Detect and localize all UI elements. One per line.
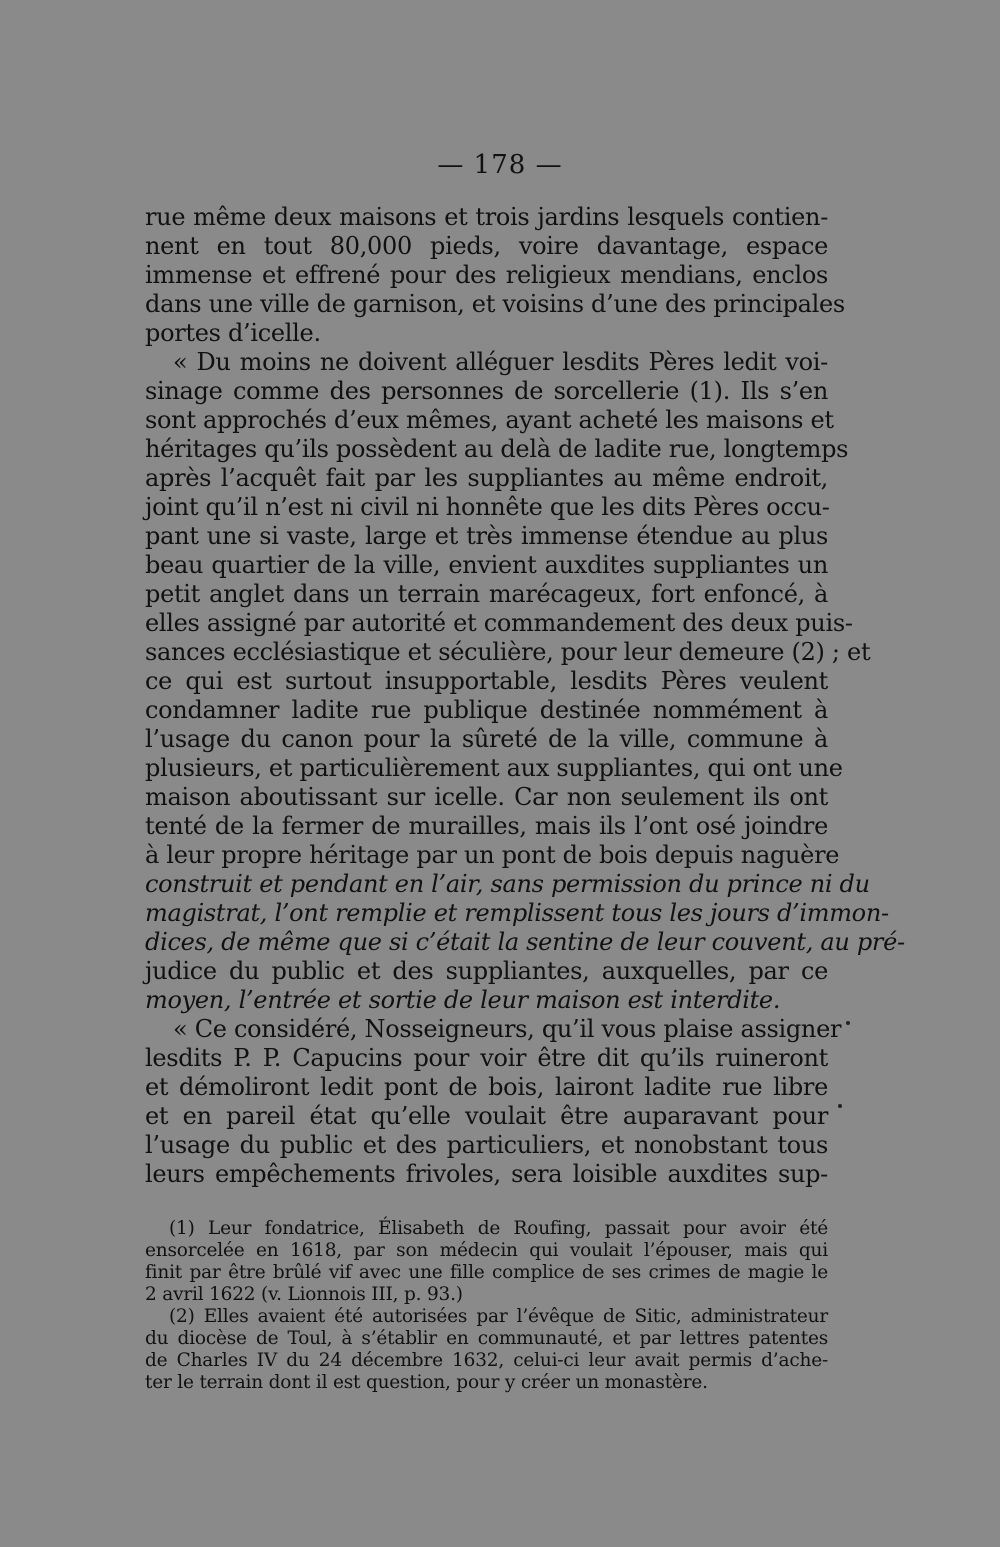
text-line: sances ecclésiastique et séculière, pour leur demeure (2) ; et xyxy=(145,638,871,666)
footnote-line: finit par être brûlé vif avec une fille complice de ses crimes de magie le xyxy=(145,1262,828,1283)
text-line: plusieurs, et particulièrement aux suppliantes, qui ont une xyxy=(145,754,843,782)
text-line: l’usage du public et des particuliers, et nonobstant tous xyxy=(145,1131,828,1159)
text-line: « Du moins ne doivent alléguer lesdits Pères ledit voi- xyxy=(173,348,828,376)
text-line: joint qu’il n’est ni civil ni honnête que les dits Pères occu- xyxy=(145,493,830,521)
text-line: sinage comme des personnes de sorcellerie (1). Ils s’en xyxy=(145,377,828,405)
footnote xyxy=(145,1306,828,1394)
footnote-line: de Charles IV du 24 décembre 1632, celui-ci leur avait permis d’ache- xyxy=(145,1350,828,1371)
footnote-line: du diocèse de Toul, à s’établir en communauté, et par lettres patentes xyxy=(145,1328,828,1349)
paragraph xyxy=(145,1015,842,1189)
text-line: dans une ville de garnison, et voisins d’une des principales xyxy=(145,290,845,318)
text-line: lesdits P. P. Capucins pour voir être dit qu’ils ruineront xyxy=(145,1044,828,1072)
paragraph xyxy=(145,348,905,1015)
text-line: beau quartier de la ville, envient auxdites suppliantes un xyxy=(145,551,828,579)
text-line: petit anglet dans un terrain marécageux, fort enfoncé, à xyxy=(145,580,828,608)
text-line-italic: magistrat, l’ont remplie et remplissent tous les jours d’immon- xyxy=(145,899,889,927)
text-line: judice du public et des suppliantes, auxquelles, par ce xyxy=(145,957,828,985)
text-line-italic: construit et pendant en l’air, sans permission du prince ni du xyxy=(145,870,870,898)
margin-mark xyxy=(838,1104,842,1108)
text-line-italic: dices, de même que si c’était la sentine de leur couvent, au pré- xyxy=(145,928,905,956)
body-text xyxy=(145,203,905,1189)
text-line: tenté de la fermer de murailles, mais ils l’ont osé joindre xyxy=(145,812,828,840)
footnote-line: (2) Elles avaient été autorisées par l’évêque de Sitic, administrateur xyxy=(169,1306,828,1327)
text-line: « Ce considéré, Nosseigneurs, qu’il vous plaise assigner xyxy=(173,1015,842,1043)
text-line: immense et effrené pour des religieux mendians, enclos xyxy=(145,261,828,289)
footnote-line: ensorcelée en 1618, par son médecin qui voulait l’épouser, mais qui xyxy=(145,1240,828,1261)
footnote-line: 2 avril 1622 (v. Lionnois III, p. 93.) xyxy=(145,1284,463,1305)
text-line: portes d’icelle. xyxy=(145,319,321,347)
paragraph xyxy=(145,203,845,348)
text-line: pant une si vaste, large et très immense étendue au plus xyxy=(145,522,828,550)
text-line: nent en tout 80,000 pieds, voire davantage, espace xyxy=(145,232,828,260)
text-line: après l’acquêt fait par les suppliantes au même endroit, xyxy=(145,464,828,492)
text-line: à leur propre héritage par un pont de bois depuis naguère xyxy=(145,841,840,869)
text-line: sont approchés d’eux mêmes, ayant acheté les maisons et xyxy=(145,406,834,434)
footnote-line: (1) Leur fondatrice, Élisabeth de Roufing, passait pour avoir été xyxy=(169,1218,828,1239)
text-line: maison aboutissant sur icelle. Car non seulement ils ont xyxy=(145,783,828,811)
footnote xyxy=(145,1218,828,1306)
footnote-line: ter le terrain dont il est question, pour y créer un monastère. xyxy=(145,1372,708,1393)
margin-mark xyxy=(846,1021,850,1025)
footnotes xyxy=(145,1218,828,1394)
text-line: ce qui est surtout insupportable, lesdits Pères veulent xyxy=(145,667,828,695)
text-line: rue même deux maisons et trois jardins lesquels contien- xyxy=(145,203,828,231)
text-line-italic: moyen, l’entrée et sortie de leur maison est interdite. xyxy=(145,986,781,1014)
text-line: héritages qu’ils possèdent au delà de ladite rue, longtemps xyxy=(145,435,849,463)
text-line: condamner ladite rue publique destinée nommément à xyxy=(145,696,828,724)
text-line: elles assigné par autorité et commandement des deux puis- xyxy=(145,609,853,637)
page-number: — 178 — xyxy=(437,150,563,180)
text-line: et démoliront ledit pont de bois, lairont ladite rue libre xyxy=(145,1073,828,1101)
text-line: et en pareil état qu’elle voulait être auparavant pour xyxy=(145,1102,828,1130)
text-line: leurs empêchements frivoles, sera loisible auxdites sup- xyxy=(145,1160,828,1188)
text-line: l’usage du canon pour la sûreté de la ville, commune à xyxy=(145,725,828,753)
